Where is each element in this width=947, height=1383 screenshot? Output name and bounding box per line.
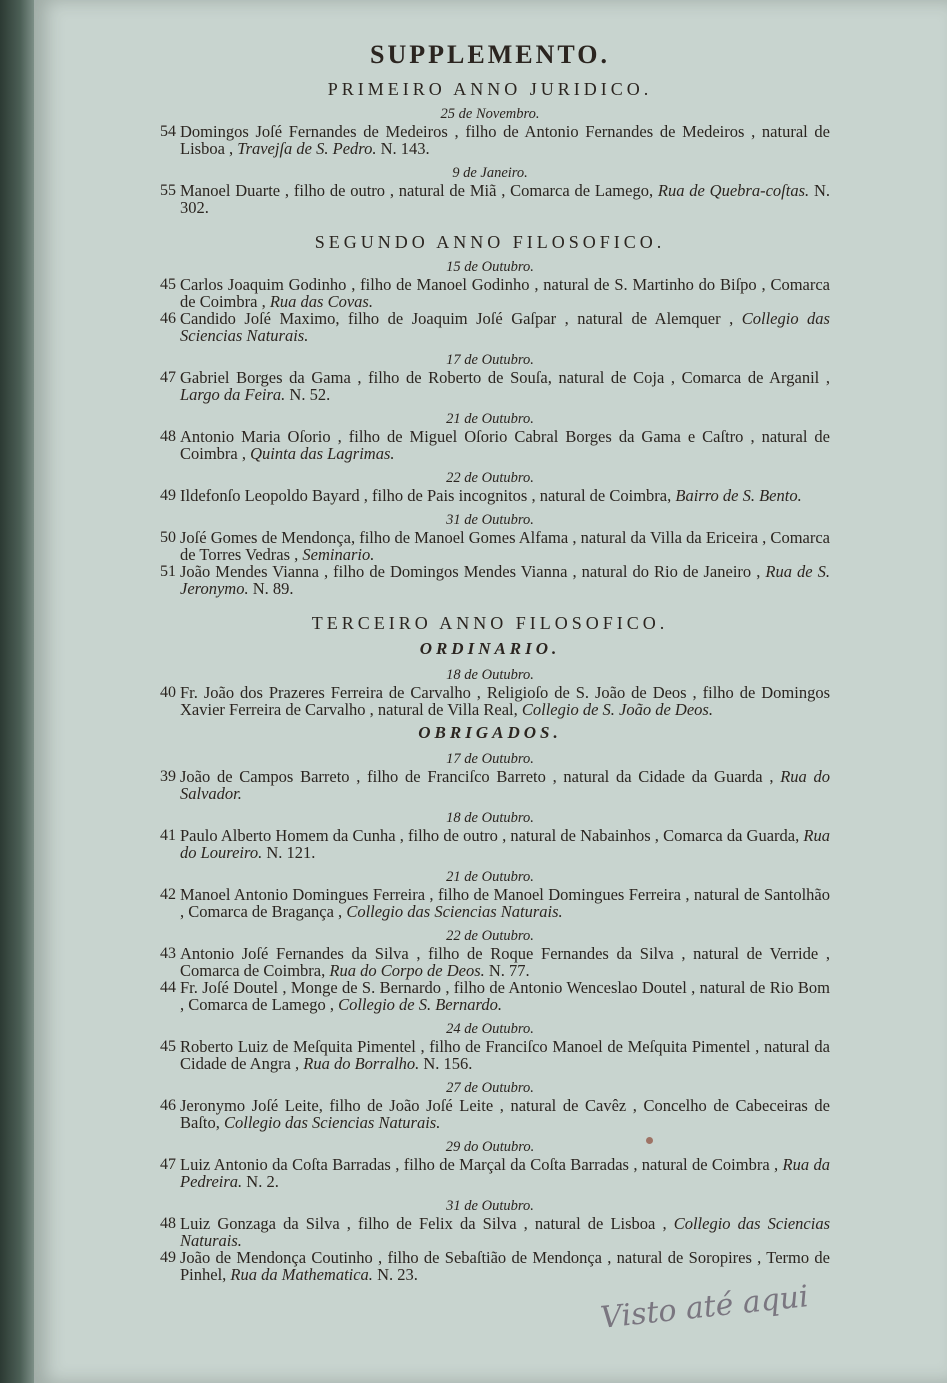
student-entry (150, 182, 830, 216)
entry-date: 9 de Janeiro. (452, 165, 528, 181)
entry-text: Gabriel Borges da Gama , filho de Roberto de Souſa, natural de Coja , Comarca de Arganil , (180, 368, 830, 387)
entry-number: 47 (160, 1156, 176, 1173)
entry-residence: Rua do Corpo de Deos. (329, 961, 485, 980)
student-entry (150, 945, 830, 979)
entry-number: 49 (160, 487, 176, 504)
entry-house-number: N. 23. (372, 1265, 418, 1284)
entry-house-number: N. 302. (180, 181, 830, 217)
entry-date: 29 do Outubro. (445, 1139, 535, 1155)
entry-text-block (180, 487, 830, 504)
entry-number: 41 (160, 827, 176, 844)
page-title: SUPPLEMENTO. (370, 40, 610, 69)
entry-text-block (180, 1156, 830, 1190)
entry-residence: Rua do Borralho. (303, 1054, 420, 1073)
student-entry (150, 886, 830, 920)
entry-number: 44 (160, 979, 176, 996)
entry-text-block (180, 276, 830, 310)
student-entry (150, 979, 830, 1013)
entry-residence: Quinta das Lagrimas. (250, 444, 395, 463)
entry-number: 40 (160, 684, 176, 701)
entry-residence: Collegio de S. João de Deos. (521, 700, 713, 719)
entry-number: 45 (160, 276, 176, 293)
entry-text: Luiz Gonzaga da Silva , filho de Felix da Silva , natural de Lisboa , (180, 1214, 674, 1233)
entry-residence: Rua das Covas. (269, 292, 373, 311)
entry-text: Roberto Luiz de Meſquita Pimentel , filho de Franciſco Manoel de Meſquita Pimentel , natural da Cidade de Angra , (180, 1037, 830, 1073)
entry-date: 15 de Outubro. (446, 259, 534, 275)
entry-residence: Rua do Loureiro. (180, 826, 830, 862)
sections-container (150, 81, 830, 1283)
entry-number: 39 (160, 768, 176, 785)
entry-residence: Collegio das Sciencias Naturais. (180, 309, 830, 345)
entry-text-block (180, 684, 830, 718)
section-heading: PRIMEIRO ANNO JURIDICO. (327, 79, 653, 99)
entry-residence: Rua do Salvador. (180, 767, 830, 803)
entry-text-block (180, 310, 830, 344)
entry-text: Fr. Joſé Doutel , Monge de S. Bernardo , filho de Antonio Wenceslao Doutel , natural de Rio Bom , Comarca de Lamego , (180, 978, 830, 1014)
entry-date: 21 de Outubro. (446, 411, 534, 427)
entry-house-number: N. 52. (285, 385, 331, 404)
student-entry (150, 310, 830, 344)
entry-text-block (180, 1097, 830, 1131)
entry-number: 54 (160, 123, 176, 140)
entry-residence: Rua de Quebra-coſtas. (657, 181, 810, 200)
entry-date: 25 de Novembro. (440, 106, 540, 122)
student-entry (150, 1215, 830, 1249)
entry-number: 50 (160, 529, 176, 546)
entry-text-block (180, 123, 830, 157)
entry-date: 31 de Outubro. (446, 1198, 534, 1214)
entry-date: 21 de Outubro. (446, 869, 534, 885)
student-entry (150, 768, 830, 802)
entry-number: 46 (160, 1097, 176, 1114)
entry-residence: Collegio de S. Bernardo. (338, 995, 502, 1014)
entry-house-number: N. 77. (484, 961, 530, 980)
entry-text: Carlos Joaquim Godinho , filho de Manoel Godinho , natural de S. Martinho do Biſpo , Comarca de Coimbra , (180, 275, 830, 311)
entry-house-number: N. 143. (376, 139, 430, 158)
entry-number: 48 (160, 1215, 176, 1232)
entry-residence: Seminario. (302, 545, 375, 564)
entry-text-block (180, 369, 830, 403)
entry-date: 18 de Outubro. (446, 810, 534, 826)
entry-date: 22 de Outubro. (446, 470, 534, 486)
entry-text: Fr. João dos Prazeres Ferreira de Carvalho , Religioſo de S. João de Deos , filho de Domingos Xavier Ferreira de Carvalho , natural de Villa Real, (180, 683, 830, 719)
entry-text: Jeronymo Joſé Leite, filho de João Joſé Leite , natural de Cavêz , Concelho de Cabeceiras de Baſto, (180, 1096, 830, 1132)
entry-text: Luiz Antonio da Coſta Barradas , filho de Marçal da Coſta Barradas , natural de Coimbra , (180, 1155, 783, 1174)
student-entry (150, 1156, 830, 1190)
entry-number: 43 (160, 945, 176, 962)
student-entry (150, 563, 830, 597)
entry-text: João de Mendonça Coutinho , filho de Sebaſtião de Mendonça , natural de Soropires , Termo de Pinhel, (180, 1248, 830, 1284)
entry-text-block (180, 979, 830, 1013)
section-heading: TERCEIRO ANNO FILOSOFICO. (311, 613, 669, 633)
entry-date: 17 de Outubro. (446, 352, 534, 368)
section-heading: SEGUNDO ANNO FILOSOFICO. (314, 232, 666, 252)
entry-text-block (180, 827, 830, 861)
entry-house-number: N. 156. (419, 1054, 473, 1073)
entry-date: 22 de Outubro. (446, 928, 534, 944)
entry-residence: Travejſa de S. Pedro. (237, 139, 377, 158)
student-entry (150, 276, 830, 310)
entry-text: Domingos Joſé Fernandes de Medeiros , filho de Antonio Fernandes de Medeiros , natural de Lisboa , (180, 122, 830, 158)
entry-date: 18 de Outubro. (446, 667, 534, 683)
entry-residence: Collegio das Sciencias Naturais. (224, 1113, 441, 1132)
entry-text: João Mendes Vianna , filho de Domingos Mendes Vianna , natural do Rio de Janeiro , (180, 562, 766, 581)
entry-number: 45 (160, 1038, 176, 1055)
book-spine (0, 0, 34, 1383)
entry-text-block (180, 428, 830, 462)
entry-residence: Rua da Pedreira. (180, 1155, 830, 1191)
entry-text: Joſé Gomes de Mendonça, filho de Manoel Gomes Alfama , natural da Villa da Ericeira , Comarca de Torres Vedras , (180, 528, 830, 564)
entry-text-block (180, 182, 830, 216)
entry-residence: Bairro de S. Bento. (675, 486, 802, 505)
student-entry (150, 428, 830, 462)
entry-house-number: N. 89. (248, 579, 294, 598)
entry-date: 17 de Outubro. (446, 751, 534, 767)
entry-date: 27 de Outubro. (446, 1080, 534, 1096)
entry-house-number: N. 2. (242, 1172, 279, 1191)
entry-text: Candido Joſé Maximo, filho de Joaquim Joſé Gaſpar , natural de Alemquer , (180, 309, 742, 328)
entry-text: Manoel Antonio Domingues Ferreira , filho de Manoel Domingues Ferreira , natural de Santolhão , Comarca de Bragança , (180, 885, 830, 921)
entry-text: Manoel Duarte , filho de outro , natural de Miã , Comarca de Lamego, (180, 181, 658, 200)
student-entry (150, 369, 830, 403)
entry-text-block (180, 529, 830, 563)
entry-number: 46 (160, 310, 176, 327)
student-entry (150, 684, 830, 718)
student-entry (150, 1038, 830, 1072)
entry-text-block (180, 1249, 830, 1283)
entry-text-block (180, 945, 830, 979)
entry-residence: Collegio das Sciencias Naturais. (180, 1214, 830, 1250)
entry-residence: Largo da Feira. (180, 385, 286, 404)
entry-text-block (180, 886, 830, 920)
handwritten-signature: Visto até aqui (598, 1279, 811, 1336)
entry-text-block (180, 563, 830, 597)
entry-date: 31 de Outubro. (446, 512, 534, 528)
entry-text: Antonio Joſé Fernandes da Silva , filho de Roque Fernandes da Silva , natural de Verride , Comarca de Coimbra, (180, 944, 830, 980)
entry-text: Paulo Alberto Homem da Cunha , filho de outro , natural de Nabainhos , Comarca da Guarda, (180, 826, 804, 845)
entry-text-block (180, 1215, 830, 1249)
student-entry (150, 123, 830, 157)
entry-date: 24 de Outubro. (446, 1021, 534, 1037)
entry-residence: Collegio das Sciencias Naturais. (346, 902, 563, 921)
entry-number: 49 (160, 1249, 176, 1266)
section-subheading: OBRIGADOS. (418, 723, 562, 742)
student-entry (150, 1097, 830, 1131)
document-body (150, 40, 830, 1283)
student-entry (150, 827, 830, 861)
entry-text-block (180, 768, 830, 802)
entry-text: Antonio Maria Oſorio , filho de Miguel Oſorio Cabral Borges da Gama e Caſtro , natural de Coimbra , (180, 427, 830, 463)
entry-number: 42 (160, 886, 176, 903)
section-subheading: ORDINARIO. (419, 639, 561, 658)
entry-residence: Rua da Mathematica. (230, 1265, 373, 1284)
entry-text-block (180, 1038, 830, 1072)
student-entry (150, 487, 830, 504)
entry-number: 47 (160, 369, 176, 386)
entry-text: João de Campos Barreto , filho de Franciſco Barreto , natural da Cidade da Guarda , (180, 767, 781, 786)
entry-text: Ildefonſo Leopoldo Bayard , filho de Pais incognitos , natural de Coimbra, (180, 486, 676, 505)
entry-number: 55 (160, 182, 176, 199)
entry-residence: Rua de S. Jeronymo. (180, 562, 830, 598)
student-entry (150, 529, 830, 563)
student-entry (150, 1249, 830, 1283)
entry-house-number: N. 121. (262, 843, 316, 862)
entry-number: 51 (160, 563, 176, 580)
entry-number: 48 (160, 428, 176, 445)
